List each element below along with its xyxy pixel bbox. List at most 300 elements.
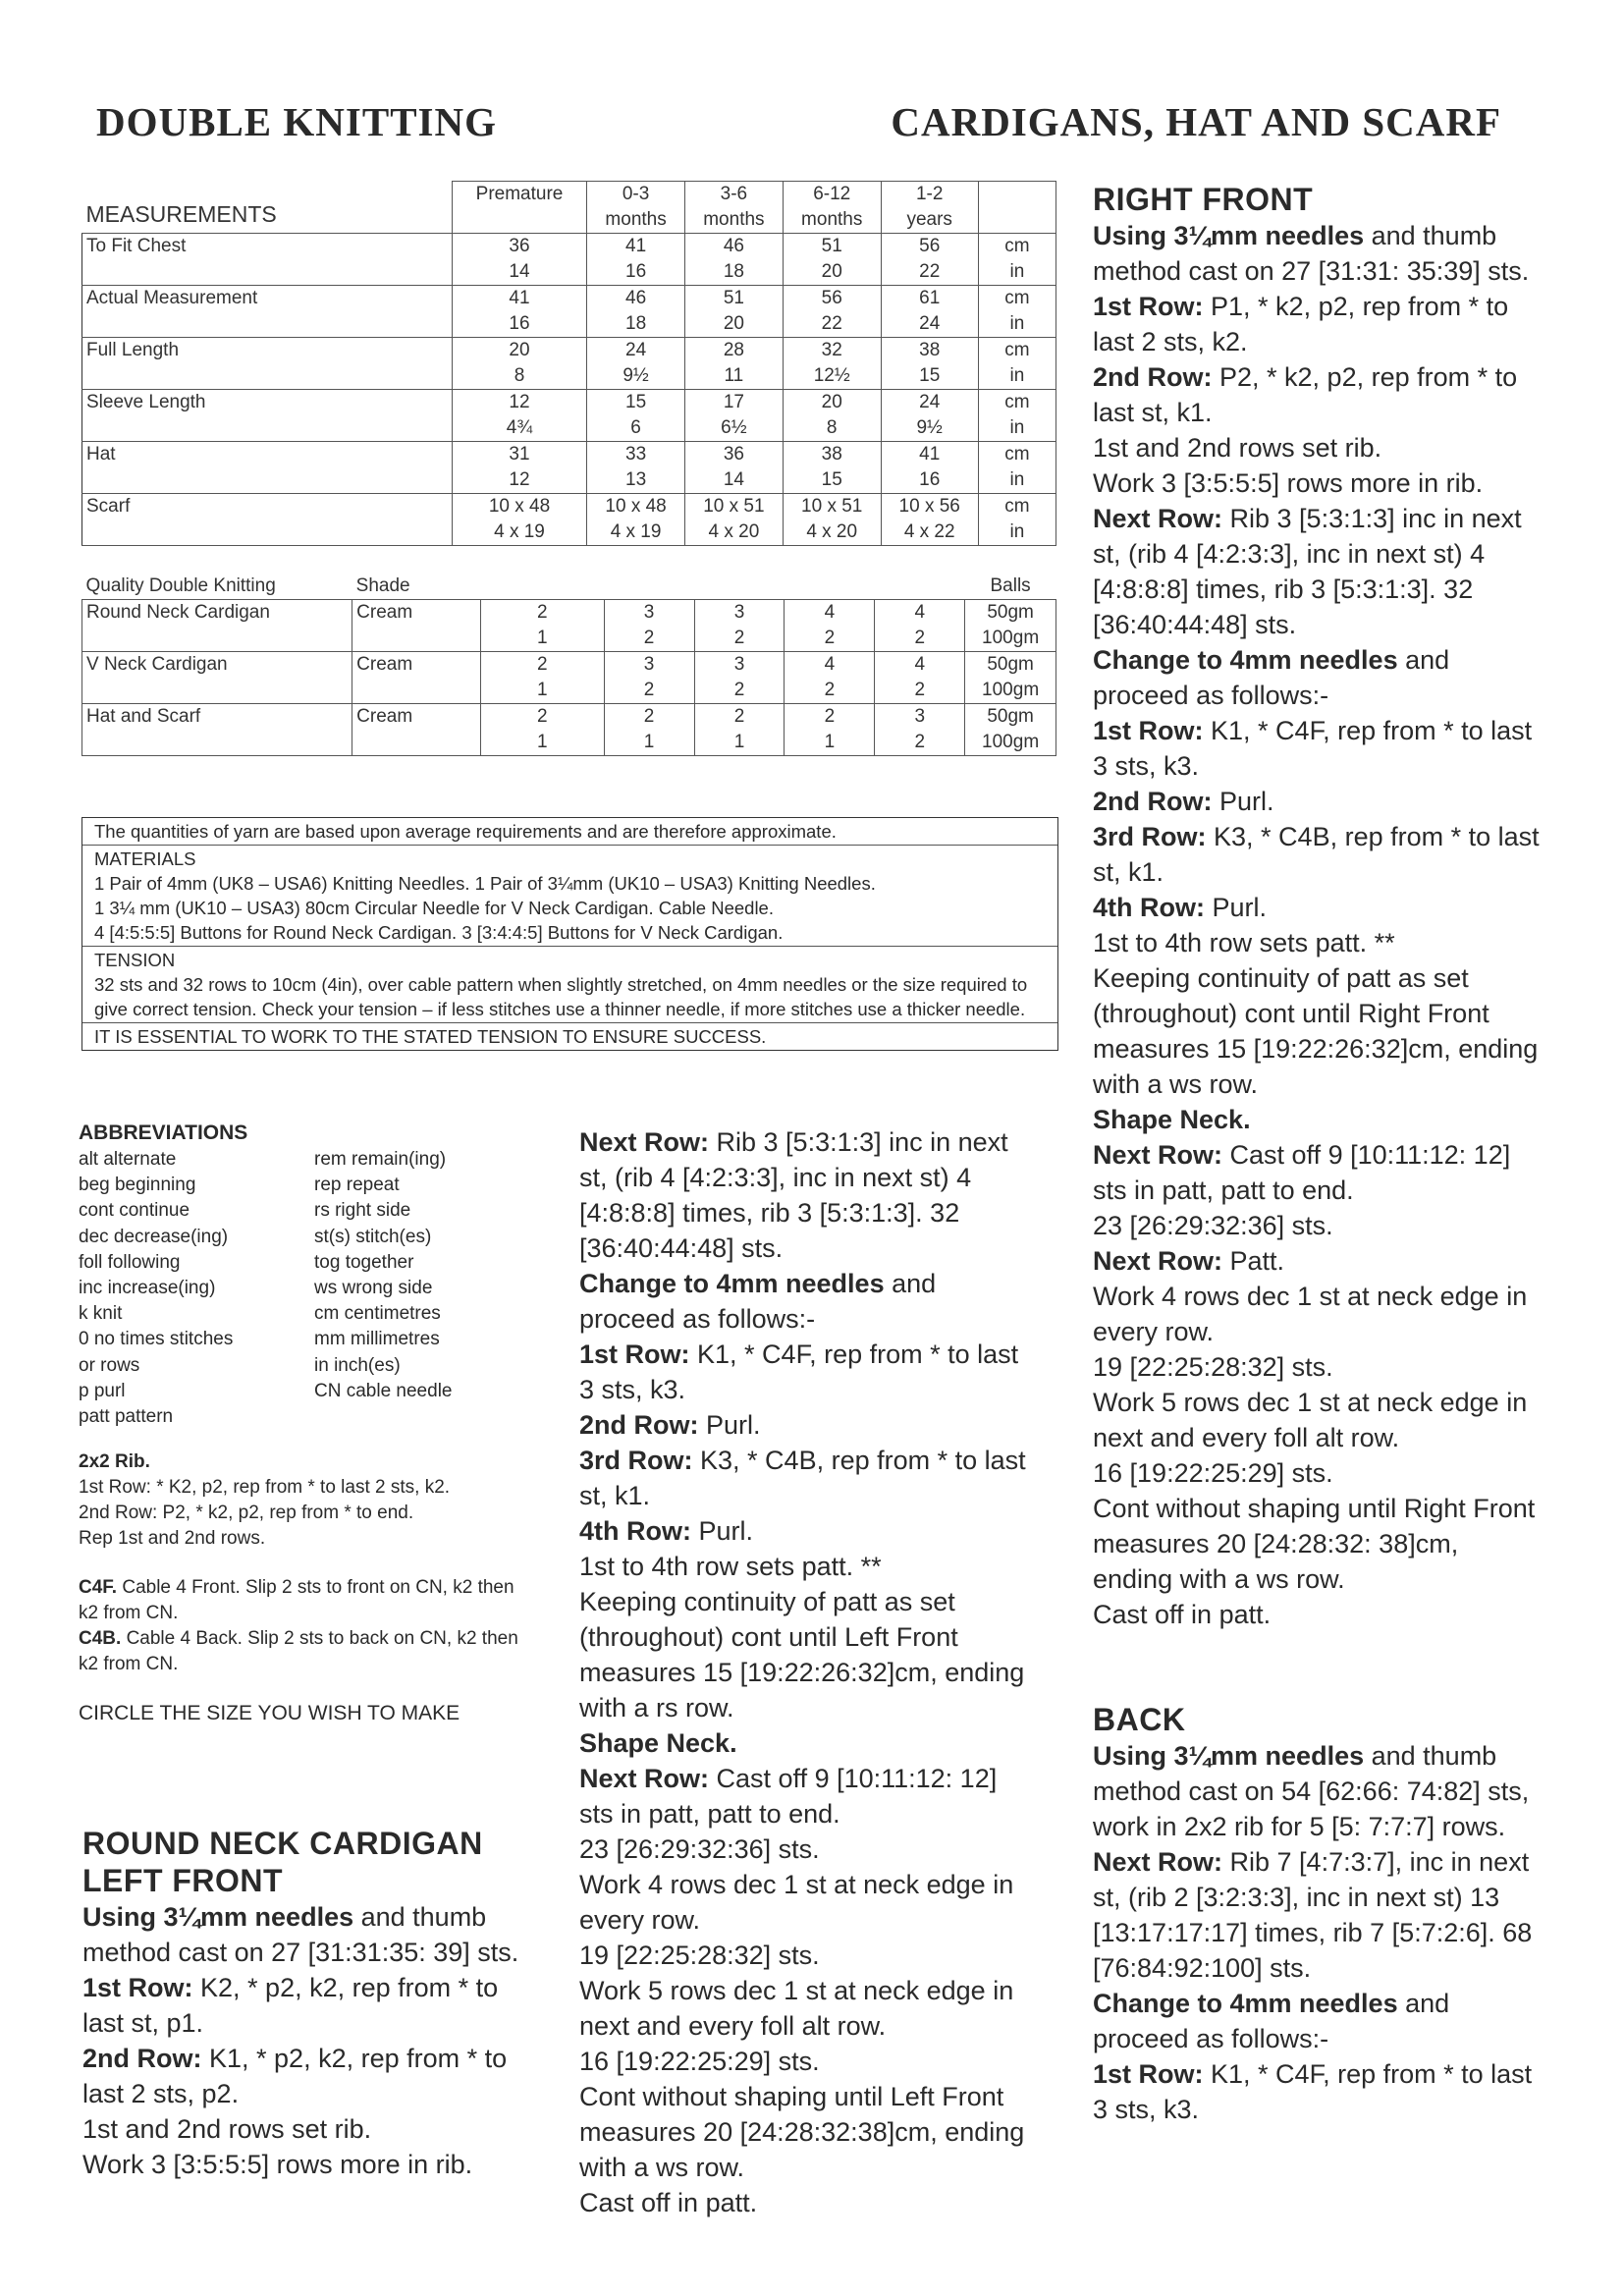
section-heading: RIGHT FRONT [1093, 182, 1314, 217]
value-bottom: 4 x 20 [806, 521, 858, 542]
pattern-paragraph [1093, 1844, 1544, 1986]
instruction-text: K3, * C4B, rep from * to last st, k1. [579, 1446, 1026, 1510]
unit-bottom: in [1009, 417, 1025, 438]
pattern-paragraph [1093, 359, 1544, 430]
measurements-table [81, 181, 1056, 546]
weight-units [965, 600, 1056, 652]
abbreviation: 0 no times stitches [79, 1329, 234, 1350]
measurement-cell [881, 442, 978, 494]
count-50gm: 3 [643, 602, 655, 623]
value-top: 51 [821, 236, 842, 256]
abbreviation: dec decrease(ing) [79, 1226, 229, 1247]
instruction-text: P1, * k2, p2, rep from * to last 2 sts, k2. [1093, 292, 1509, 356]
weight-units [965, 652, 1056, 704]
empty-header [604, 574, 694, 600]
instruction-text: and proceed as follows:- [1093, 645, 1450, 710]
instruction-text: Cast off 9 [10:11:12: 12] sts in patt, patt to end. [1093, 1140, 1511, 1205]
size-header [783, 182, 881, 234]
count-100gm: 2 [643, 628, 655, 648]
rib-title: 2x2 Rib. [79, 1451, 150, 1473]
value-bottom: 4¾ [506, 417, 533, 438]
count-50gm: 4 [824, 654, 836, 675]
value-bottom: 16 [509, 313, 530, 334]
value-bottom: 20 [723, 313, 744, 334]
pattern-paragraph [82, 2111, 544, 2147]
value-bottom: 16 [919, 469, 941, 490]
unit-top: cm [1004, 392, 1030, 412]
unit-top: cm [1004, 288, 1030, 308]
pattern-paragraph [579, 2079, 1031, 2185]
value-top: 38 [919, 340, 941, 360]
instruction-text: Cont without shaping until Left Front measures 20 [24:28:32:38]cm, ending with a ws row. [579, 2082, 1025, 2182]
pattern-paragraph [579, 1513, 1031, 1549]
rib-line: 1st Row: * K2, p2, rep from * to last 2 sts, k2. [79, 1477, 451, 1499]
value-bottom: 24 [919, 313, 941, 334]
abbreviation: foll following [79, 1251, 181, 1273]
measurement-label: Full Length [82, 338, 453, 390]
pattern-paragraph [1093, 890, 1544, 925]
value-top: 28 [723, 340, 744, 360]
unit-bottom: in [1009, 313, 1025, 334]
ball-count [785, 600, 875, 652]
measurement-row [82, 494, 1056, 546]
abbreviation: tog together [314, 1251, 414, 1273]
measurement-cell [783, 494, 881, 546]
measurements-header-row [82, 182, 1056, 234]
abbreviation: mm millimetres [314, 1329, 440, 1350]
count-100gm: 2 [914, 680, 926, 700]
measurement-cell [881, 234, 978, 286]
instruction-text: and thumb method cast on 54 [62:66: 74:82] sts, work in 2x2 rib for 5 [5: 7:7:7] rows. [1093, 1741, 1530, 1841]
measurement-label: Actual Measurement [82, 286, 453, 338]
ball-count [875, 600, 965, 652]
measurement-cell [881, 494, 978, 546]
abbreviation: st(s) stitch(es) [314, 1226, 432, 1247]
shade-header: Shade [355, 575, 410, 596]
value-bottom: 4 x 19 [610, 521, 662, 542]
instruction-text: 1st to 4th row sets patt. ** [579, 1552, 882, 1581]
value-bottom: 4 x 22 [903, 521, 955, 542]
instruction-text: P2, * k2, p2, rep from * to last st, k1. [1093, 362, 1518, 427]
measurement-cell [881, 286, 978, 338]
value-bottom: 12 [509, 469, 530, 490]
measurement-row [82, 286, 1056, 338]
section-heading: BACK [1093, 1702, 1186, 1737]
left-front-column [82, 1825, 544, 2182]
instruction-label: Using 3¼mm needles [1093, 1741, 1365, 1771]
yarn-row [82, 652, 1056, 704]
shade-value: Cream [352, 704, 481, 756]
unit-100gm: 100gm [982, 680, 1040, 700]
pattern-paragraph [1093, 1597, 1544, 1632]
instruction-text: K2, * p2, k2, rep from * to last st, p1. [82, 1973, 499, 2038]
empty-header [481, 574, 605, 600]
instruction-text: 19 [22:25:28:32] sts. [579, 1941, 820, 1970]
instruction-label: Change to 4mm needles [1093, 645, 1398, 675]
pattern-paragraph [579, 1867, 1031, 1938]
measurement-cell [452, 286, 586, 338]
instruction-text: K1, * C4F, rep from * to last 3 sts, k3. [1093, 2059, 1533, 2124]
pattern-text [82, 1899, 544, 2182]
rib-line: 2nd Row: P2, * k2, p2, rep from * to end. [79, 1503, 414, 1524]
abbreviation: rep repeat [314, 1175, 400, 1196]
count-50gm: 3 [914, 706, 926, 727]
pattern-paragraph [1093, 1243, 1544, 1279]
abbreviation: alt alternate [79, 1149, 177, 1170]
materials-line: 4 [4:5:5:5] Buttons for Round Neck Cardigan. 3 [3:4:4:5] Buttons for V Neck Cardigan. [94, 922, 784, 943]
abbreviation: beg beginning [79, 1175, 196, 1196]
instruction-text: Cast off 9 [10:11:12: 12] sts in patt, patt to end. [579, 1764, 998, 1829]
measurement-cell [684, 390, 783, 442]
c4f-def [79, 1575, 535, 1626]
value-top: 33 [625, 444, 647, 465]
pattern-paragraph [1093, 1102, 1544, 1137]
measurement-cell [684, 234, 783, 286]
pattern-paragraph [1093, 501, 1544, 642]
instruction-label: Next Row: [1093, 1140, 1223, 1170]
instruction-text: Work 5 rows dec 1 st at neck edge in next and every foll alt row. [1093, 1388, 1528, 1452]
value-bottom: 4 x 19 [494, 521, 545, 542]
pattern-paragraph [579, 1266, 1031, 1337]
abbreviation: cm centimetres [314, 1303, 441, 1325]
pattern-paragraph [579, 1337, 1031, 1407]
materials-line: 1 3¼ mm (UK10 – USA3) 80cm Circular Needle for V Neck Cardigan. Cable Needle. [94, 898, 774, 918]
abbreviations-block [79, 1121, 540, 1726]
instruction-text: 16 [19:22:25:29] sts. [579, 2047, 820, 2076]
value-top: 61 [919, 288, 941, 308]
pattern-text [1093, 1738, 1544, 2127]
unit-cell [978, 338, 1056, 390]
instruction-text: Rib 3 [5:3:1:3] inc in next st, (rib 4 [4:2:3:3], inc in next st) 4 [4:8:8:8] times, rib 3 [5:3:1:3]. 32 [36:40:44:48] sts. [1093, 504, 1522, 639]
instruction-label: 3rd Row: [579, 1446, 693, 1475]
abbreviation: inc increase(ing) [79, 1278, 216, 1299]
pattern-paragraph [1093, 289, 1544, 359]
value-top: 12 [509, 392, 530, 412]
abbreviations-list [79, 1147, 540, 1430]
abbreviation: or rows [79, 1354, 140, 1376]
pattern-paragraph [579, 1973, 1031, 2044]
value-bottom: 14 [723, 469, 744, 490]
pattern-paragraph [82, 2041, 544, 2111]
c4b-text: Cable 4 Back. Slip 2 sts to back on CN, k2 then k2 from CN. [79, 1628, 518, 1675]
instruction-label: Change to 4mm needles [1093, 1989, 1398, 2018]
instruction-text: K1, * p2, k2, rep from * to last 2 sts, p2. [82, 2044, 508, 2108]
pattern-paragraph [1093, 2056, 1544, 2127]
pattern-paragraph [82, 1970, 544, 2041]
instruction-label: 1st Row: [579, 1339, 690, 1369]
measurement-cell [452, 234, 586, 286]
value-top: 17 [723, 392, 744, 412]
yarn-row [82, 704, 1056, 756]
unit-header [978, 182, 1056, 234]
materials-section [82, 846, 1057, 947]
abbreviation: cont continue [79, 1200, 190, 1222]
pattern-paragraph [1093, 465, 1544, 501]
measurement-cell [684, 494, 783, 546]
circle-size-note: CIRCLE THE SIZE YOU WISH TO MAKE [79, 1702, 460, 1725]
measurement-cell [684, 442, 783, 494]
measurement-cell [452, 390, 586, 442]
count-100gm: 1 [733, 732, 745, 752]
measurement-cell [783, 442, 881, 494]
garment-label: Round Neck Cardigan [82, 600, 352, 652]
value-bottom: 8 [514, 365, 525, 386]
instruction-text: Work 3 [3:5:5:5] rows more in rib. [82, 2150, 473, 2179]
shade-value: Cream [352, 652, 481, 704]
ball-count [785, 704, 875, 756]
value-bottom: 12½ [813, 365, 850, 386]
pattern-paragraph [579, 2185, 1031, 2220]
materials-title: MATERIALS [94, 848, 196, 869]
pattern-paragraph [1093, 1137, 1544, 1208]
unit-50gm: 50gm [987, 654, 1034, 675]
abbreviation: rs right side [314, 1200, 411, 1222]
instruction-text: Cont without shaping until Right Front measures 20 [24:28:32: 38]cm, ending with a ws row. [1093, 1494, 1536, 1594]
tension-text: 32 sts and 32 rows to 10cm (4in), over cable pattern when slightly stretched, on 4mm needles or the size required to give correct tension. Check your tension – if less stitches use a thinner needle, if more stitches use a thicker needle. [94, 974, 1028, 1019]
instruction-label: Shape Neck. [1093, 1105, 1251, 1134]
pattern-paragraph [1093, 1986, 1544, 2056]
ball-count [694, 652, 785, 704]
pattern-paragraph [579, 2044, 1031, 2079]
value-top: 41 [625, 236, 647, 256]
measurement-cell [783, 286, 881, 338]
size-unit: months [605, 209, 667, 230]
count-50gm: 4 [914, 602, 926, 623]
value-top: 15 [625, 392, 647, 412]
instruction-text: K3, * C4B, rep from * to last st, k1. [1093, 822, 1540, 887]
pattern-paragraph [1093, 218, 1544, 289]
pattern-paragraph [1093, 642, 1544, 713]
ball-count [481, 600, 605, 652]
ball-count [785, 652, 875, 704]
value-top: 38 [821, 444, 842, 465]
rib-line: Rep 1st and 2nd rows. [79, 1528, 266, 1550]
pattern-paragraph [579, 1831, 1031, 1867]
instruction-text: 23 [26:29:32:36] sts. [579, 1834, 820, 1864]
materials-notes-box [81, 817, 1058, 1051]
pattern-paragraph [1093, 1491, 1544, 1597]
ball-count [604, 600, 694, 652]
count-50gm: 4 [824, 602, 836, 623]
instruction-text: Work 4 rows dec 1 st at neck edge in every row. [1093, 1282, 1528, 1346]
measurements-title: MEASUREMENTS [85, 201, 277, 227]
measurement-cell [587, 234, 685, 286]
value-bottom: 6½ [721, 417, 747, 438]
measurement-cell [587, 338, 685, 390]
measurement-label: Sleeve Length [82, 390, 453, 442]
instruction-label: 1st Row: [1093, 292, 1204, 321]
cable-section [79, 1575, 535, 1677]
value-bottom: 20 [821, 261, 842, 282]
section-heading: ROUND NECK CARDIGAN [82, 1826, 483, 1861]
value-bottom: 14 [509, 261, 530, 282]
count-100gm: 1 [824, 732, 836, 752]
pattern-paragraph [1093, 1279, 1544, 1349]
pattern-paragraph [579, 1124, 1031, 1266]
instruction-text: and proceed as follows:- [1093, 1989, 1450, 2053]
value-bottom: 15 [821, 469, 842, 490]
size-unit: months [801, 209, 863, 230]
pattern-paragraph [579, 1549, 1031, 1584]
pattern-paragraph [579, 1725, 1031, 1761]
tension-section [82, 947, 1057, 1023]
instruction-text: Patt. [1222, 1246, 1285, 1276]
instruction-text: Rib 3 [5:3:1:3] inc in next st, (rib 4 [4:2:3:3], inc in next st) 4 [4:8:8:8] times, rib 3 [5:3:1:3]. 32 [36:40:44:48] sts. [579, 1127, 1008, 1263]
count-100gm: 2 [914, 628, 926, 648]
pattern-paragraph [1093, 819, 1544, 890]
pattern-paragraph [82, 2147, 544, 2182]
instruction-text: and proceed as follows:- [579, 1269, 937, 1334]
value-bottom: 6 [630, 417, 641, 438]
value-top: 36 [723, 444, 744, 465]
count-100gm: 1 [537, 732, 548, 752]
section-heading: LEFT FRONT [82, 1863, 284, 1898]
instruction-text: Work 4 rows dec 1 st at neck edge in every row. [579, 1870, 1014, 1935]
value-bottom: 15 [919, 365, 941, 386]
measurement-cell [783, 390, 881, 442]
count-100gm: 1 [537, 680, 548, 700]
right-front-back-column [1093, 181, 1544, 2127]
instruction-text: 1st and 2nd rows set rib. [1093, 433, 1382, 463]
instruction-label: 2nd Row: [579, 1410, 699, 1440]
size-label: 1-2 [915, 184, 944, 204]
value-top: 10 x 51 [801, 496, 863, 517]
value-top: 10 x 56 [898, 496, 960, 517]
instruction-label: 4th Row: [579, 1516, 691, 1546]
instruction-text: Purl. [691, 1516, 754, 1546]
instruction-label: 1st Row: [82, 1973, 193, 2002]
instruction-text: Purl. [698, 1410, 761, 1440]
value-bottom: 8 [826, 417, 838, 438]
measurement-cell [587, 390, 685, 442]
size-label: Premature [475, 184, 564, 204]
value-bottom: 9½ [916, 417, 943, 438]
abbreviation: in inch(es) [314, 1354, 401, 1376]
c4f-label: C4F. [79, 1577, 118, 1599]
pattern-paragraph [579, 1584, 1031, 1725]
count-50gm: 3 [733, 602, 745, 623]
instruction-text: K1, * C4F, rep from * to last 3 sts, k3. [1093, 716, 1533, 781]
empty-header [785, 574, 875, 600]
measurement-cell [587, 494, 685, 546]
unit-cell [978, 442, 1056, 494]
pattern-text [1093, 218, 1544, 1632]
value-bottom: 9½ [623, 365, 649, 386]
instruction-text: Cast off in patt. [579, 2188, 758, 2217]
value-bottom: 13 [625, 469, 647, 490]
value-top: 56 [821, 288, 842, 308]
count-50gm: 2 [733, 706, 745, 727]
instruction-text: and thumb method cast on 27 [31:31: 35:39] sts. [1093, 221, 1530, 286]
unit-bottom: in [1009, 261, 1025, 282]
instruction-label: Next Row: [579, 1764, 710, 1793]
balls-header: Balls [990, 575, 1031, 596]
measurement-cell [783, 338, 881, 390]
abbreviation: CN cable needle [314, 1380, 453, 1401]
abbreviation: p purl [79, 1380, 126, 1401]
unit-50gm: 50gm [987, 706, 1034, 727]
measurement-label: Scarf [82, 494, 453, 546]
instruction-text: Keeping continuity of patt as set (throughout) cont until Right Front measures 15 [19:22:26:32]cm, ending with a ws row. [1093, 963, 1539, 1099]
unit-cell [978, 390, 1056, 442]
instruction-text: Work 3 [3:5:5:5] rows more in rib. [1093, 468, 1484, 498]
count-100gm: 2 [643, 680, 655, 700]
instruction-label: Next Row: [1093, 1847, 1223, 1877]
pattern-paragraph [1093, 430, 1544, 465]
instruction-label: 4th Row: [1093, 893, 1205, 922]
size-label: 3-6 [720, 184, 748, 204]
abbreviation: patt pattern [79, 1406, 174, 1428]
instruction-label: Next Row: [1093, 1246, 1223, 1276]
measurement-row [82, 234, 1056, 286]
measurement-label: To Fit Chest [82, 234, 453, 286]
ball-count [694, 600, 785, 652]
count-50gm: 4 [914, 654, 926, 675]
instruction-text: 16 [19:22:25:29] sts. [1093, 1458, 1333, 1488]
measurement-row [82, 338, 1056, 390]
size-header [452, 182, 586, 234]
instruction-label: Next Row: [579, 1127, 710, 1157]
abbreviation: rem remain(ing) [314, 1149, 447, 1170]
value-top: 10 x 48 [605, 496, 667, 517]
ball-count [604, 652, 694, 704]
instruction-label: 2nd Row: [82, 2044, 202, 2073]
header-right: CARDIGANS, HAT AND SCARF [891, 99, 1501, 144]
count-50gm: 2 [537, 654, 548, 675]
garment-label: Hat and Scarf [82, 704, 352, 756]
left-front-continued-column [579, 1124, 1031, 2220]
count-100gm: 2 [824, 680, 836, 700]
pattern-paragraph [1093, 713, 1544, 784]
value-bottom: 16 [625, 261, 647, 282]
unit-100gm: 100gm [982, 732, 1040, 752]
instruction-label: 1st Row: [1093, 716, 1204, 745]
c4b-label: C4B. [79, 1628, 122, 1650]
size-header [587, 182, 685, 234]
unit-bottom: in [1009, 469, 1025, 490]
quantities-note: The quantities of yarn are based upon average requirements and are therefore approximate. [82, 818, 1057, 846]
materials-line: 1 Pair of 4mm (UK8 – USA6) Knitting Needles. 1 Pair of 3¼mm (UK10 – USA3) Knitting Needles. [94, 873, 876, 894]
weight-units [965, 704, 1056, 756]
measurement-cell [452, 442, 586, 494]
instruction-label: 3rd Row: [1093, 822, 1207, 851]
measurement-cell [684, 286, 783, 338]
pattern-text [579, 1124, 1031, 2220]
value-top: 24 [919, 392, 941, 412]
pattern-paragraph [1093, 1738, 1544, 1844]
garment-label: V Neck Cardigan [82, 652, 352, 704]
instruction-text: and thumb method cast on 27 [31:31:35: 39] sts. [82, 1902, 519, 1967]
instruction-label: Using 3¼mm needles [82, 1902, 354, 1932]
count-100gm: 1 [643, 732, 655, 752]
abbreviation [314, 1404, 540, 1430]
yarn-table [81, 574, 1056, 756]
count-50gm: 2 [824, 706, 836, 727]
count-50gm: 2 [643, 706, 655, 727]
unit-bottom: in [1009, 521, 1025, 542]
ball-count [875, 652, 965, 704]
value-bottom: 4 x 20 [708, 521, 760, 542]
count-100gm: 2 [733, 628, 745, 648]
instruction-label: 1st Row: [1093, 2059, 1204, 2089]
empty-header [875, 574, 965, 600]
pattern-paragraph [1093, 925, 1544, 960]
size-label: 6-12 [813, 184, 851, 204]
count-50gm: 2 [537, 706, 548, 727]
c4f-text: Cable 4 Front. Slip 2 sts to front on CN, k2 then k2 from CN. [79, 1577, 514, 1624]
unit-100gm: 100gm [982, 628, 1040, 648]
measurement-cell [881, 338, 978, 390]
